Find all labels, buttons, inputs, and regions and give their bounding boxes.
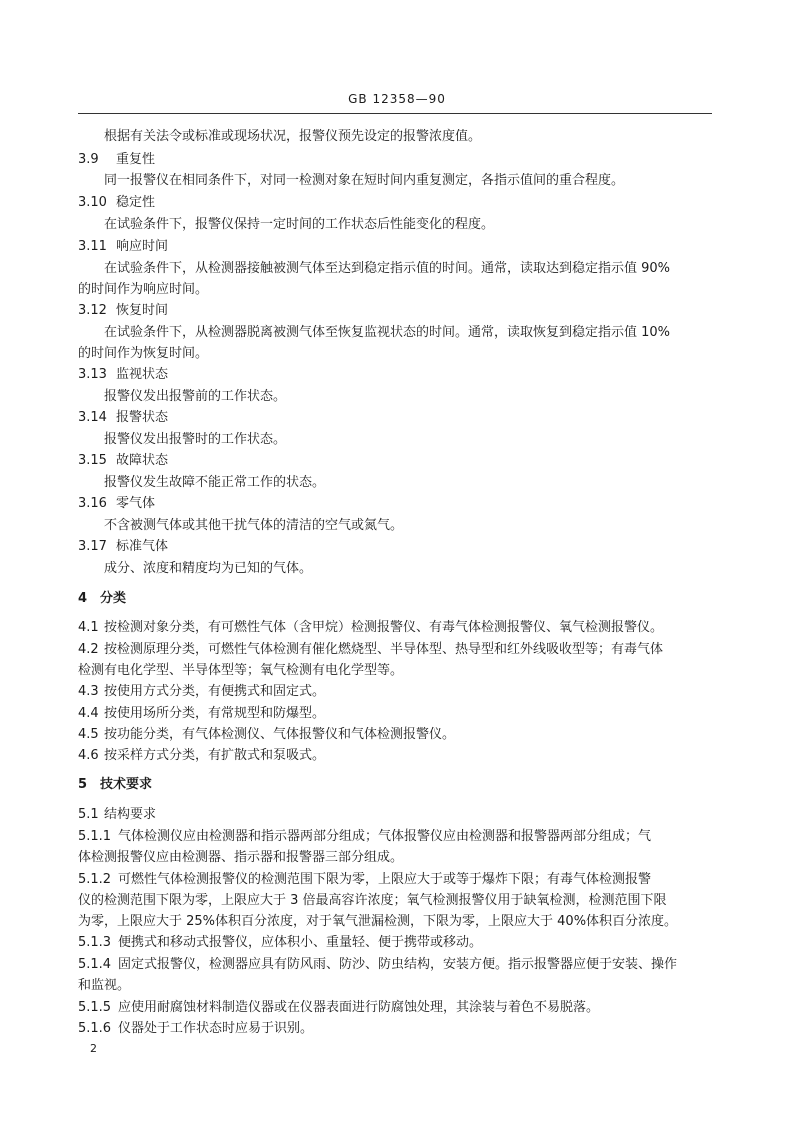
text-line: 根据有关法令或标准或现场状况，报警仪预先设定的报警浓度值。 <box>104 129 482 144</box>
section-heading: 4 分类 <box>78 591 127 606</box>
clause-text: 在试验条件下，从检测器脱离被测气体至恢复监视状态的时间。通常，读取恢复到稳定指示值 10% <box>104 325 671 340</box>
clause-number: 4.3 <box>78 684 99 699</box>
clause-number: 3.16 <box>78 496 107 511</box>
clause-number: 5.1 <box>78 807 99 822</box>
clause-number: 3.15 <box>78 453 107 468</box>
clause-title: 报警状态 <box>116 410 169 425</box>
clause-title: 重复性 <box>116 152 156 167</box>
clause-text: 成分、浓度和精度均为已知的气体。 <box>104 561 313 576</box>
clause-number: 3.17 <box>78 539 107 554</box>
clause-text: 按采样方式分类，有扩散式和泵吸式。 <box>104 748 326 763</box>
clause-title: 恢复时间 <box>116 303 169 318</box>
clause-text: 应使用耐腐蚀材料制造仪器或在仪器表面进行防腐蚀处理，其涂装与着色不易脱落。 <box>118 1000 600 1015</box>
clause-text: 在试验条件下，报警仪保持一定时间的工作状态后性能变化的程度。 <box>104 217 495 232</box>
clause-title: 标准气体 <box>116 539 169 554</box>
clause-title: 故障状态 <box>116 453 169 468</box>
page-header: GB 12358—90 <box>348 92 446 106</box>
clause-number: 5.1.2 <box>78 872 112 887</box>
clause-number: 5.1.5 <box>78 1000 112 1015</box>
clause-number: 5.1.1 <box>78 829 112 844</box>
page-number: 2 <box>90 1042 97 1055</box>
clause-number: 3.14 <box>78 410 107 425</box>
clause-text: 报警仪发出报警前的工作状态。 <box>104 389 287 404</box>
clause-number: 3.10 <box>78 195 107 210</box>
clause-text: 不含被测气体或其他干扰气体的清洁的空气或氮气。 <box>104 518 404 533</box>
clause-text: 按功能分类，有气体检测仪、气体报警仪和气体检测报警仪。 <box>104 727 456 742</box>
clause-text: 可燃性气体检测报警仪的检测范围下限为零，上限应大于或等于爆炸下限；有毒气体检测报警 <box>118 872 652 887</box>
clause-text: 便携式和移动式报警仪，应体积小、重量轻、便于携带或移动。 <box>118 935 483 950</box>
clause-number: 4.1 <box>78 620 99 635</box>
clause-text: 检测有电化学型、半导体型等；氧气检测有电化学型等。 <box>78 663 404 678</box>
clause-number: 4.4 <box>78 706 99 721</box>
section-heading: 5 技术要求 <box>78 777 153 792</box>
clause-number: 3.13 <box>78 367 107 382</box>
clause-title: 零气体 <box>116 496 156 511</box>
clause-text: 体检测报警仪应由检测器、指示器和报警器三部分组成。 <box>78 850 404 865</box>
header-rule <box>78 113 712 114</box>
clause-number: 4.5 <box>78 727 99 742</box>
clause-number: 3.11 <box>78 239 107 254</box>
clause-text: 为零，上限应大于 25%体积百分浓度，对于氧气泄漏检测，下限为零，上限应大于 40%体积百分浓度。 <box>78 914 678 929</box>
clause-number: 3.9 <box>78 152 99 167</box>
clause-text: 的时间作为恢复时间。 <box>78 346 209 361</box>
clause-number: 5.1.4 <box>78 957 112 972</box>
clause-text: 按检测原理分类，可燃性气体检测有催化燃烧型、半导体型、热导型和红外线吸收型等；有毒气体 <box>104 642 664 657</box>
clause-text: 的时间作为响应时间。 <box>78 282 209 297</box>
clause-title: 响应时间 <box>116 239 169 254</box>
clause-title: 结构要求 <box>104 807 157 822</box>
clause-number: 3.12 <box>78 303 107 318</box>
clause-title: 稳定性 <box>116 195 156 210</box>
clause-text: 同一报警仪在相同条件下，对同一检测对象在短时间内重复测定，各指示值间的重合程度。 <box>104 173 625 188</box>
clause-text: 仪的检测范围下限为零，上限应大于 3 倍最高容许浓度；氧气检测报警仪用于缺氧检测，检测范围下限 <box>78 893 667 908</box>
clause-number: 5.1.6 <box>78 1021 112 1036</box>
clause-text: 按检测对象分类，有可燃性气体（含甲烷）检测报警仪、有毒气体检测报警仪、氧气检测报警仪。 <box>104 620 664 635</box>
clause-text: 和监视。 <box>78 978 131 993</box>
clause-number: 4.2 <box>78 642 99 657</box>
clause-title: 监视状态 <box>116 367 169 382</box>
clause-text: 气体检测仪应由检测器和指示器两部分组成；气体报警仪应由检测器和报警器两部分组成；气 <box>118 829 652 844</box>
clause-text: 固定式报警仪，检测器应具有防风雨、防沙、防虫结构，安装方便。指示报警器应便于安装、操作 <box>118 957 678 972</box>
clause-text: 报警仪发出报警时的工作状态。 <box>104 432 287 447</box>
clause-number: 4.6 <box>78 748 99 763</box>
clause-text: 按使用场所分类，有常规型和防爆型。 <box>104 706 326 721</box>
clause-text: 在试验条件下，从检测器接触被测气体至达到稳定指示值的时间。通常，读取达到稳定指示值 90% <box>104 261 671 276</box>
clause-text: 仪器处于工作状态时应易于识别。 <box>118 1021 314 1036</box>
clause-text: 按使用方式分类，有便携式和固定式。 <box>104 684 326 699</box>
clause-number: 5.1.3 <box>78 935 112 950</box>
clause-text: 报警仪发生故障不能正常工作的状态。 <box>104 475 326 490</box>
